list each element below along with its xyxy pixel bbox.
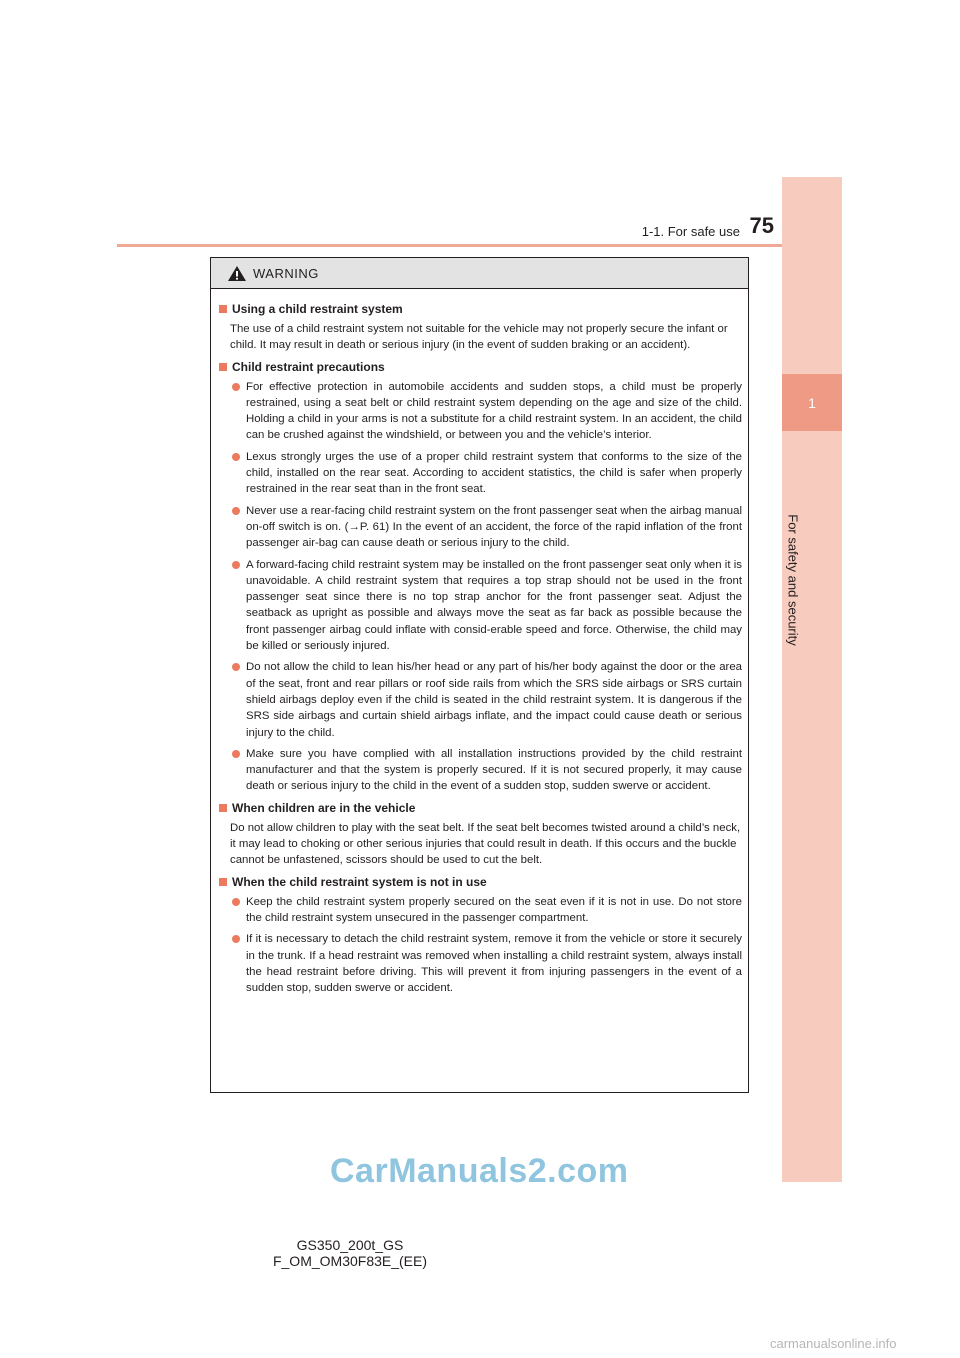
warning-box [210,257,749,1093]
document-code: GS350_200t_GS F_OM_OM30F83E_(EE) [272,1237,428,1269]
section-paragraph: The use of a child restraint system not suitable for the vehicle may not properly secure the infant or child. It may result in death or serious injury (in the event of sudden braking or an accident). [230,323,728,352]
bullet-text: Keep the child restraint system properly secured on the seat even if it is not in use. Do not store the child restraint system unsecured in the passenger compartment. [246,895,742,924]
section-title: 1-1. For safe use [641,224,740,239]
square-bullet-icon [219,804,227,812]
chapter-number-tab[interactable] [782,374,842,431]
round-bullet-icon [232,383,240,391]
round-bullet-icon [232,453,240,461]
bullet-item [219,894,742,927]
bullet-item [219,379,742,444]
section-heading [219,301,742,318]
square-bullet-icon [219,878,227,886]
chapter-side-tab [782,177,842,1182]
bullet-item [219,503,742,552]
warning-section [219,800,742,869]
bullet-text: Lexus strongly urges the use of a proper child restraint system that conforms to the size of the child, installed on the rear seat. According to accident statistics, the child is safer when properly restrained in the rear seat than in the front seat. [246,450,742,496]
chapter-number: 1 [808,394,816,411]
warning-section [219,359,742,795]
round-bullet-icon [232,561,240,569]
bullet-item [219,557,742,655]
bullet-text: Do not allow the child to lean his/her head or any part of his/her body against the door or the area of the seat, front and rear pillars or roof side rails from which the SRS side airbags or SRS curtain shield airbags deploy even if the child is seated in the child restraint system. It is dangerous if the SRS side airbags and curtain shield airbags inflate, and the impact could cause death or serious injury to the child. [246,661,742,739]
bullet-item [219,659,742,740]
warning-section [219,301,742,354]
chapter-label: For safety and security [785,514,801,646]
round-bullet-icon [232,750,240,758]
section-heading-text: Child restraint precautions [232,359,385,374]
section-heading [219,800,742,817]
square-bullet-icon [219,363,227,371]
warning-body [211,289,748,996]
warning-title: WARNING [253,265,319,281]
warning-section [219,874,742,997]
section-heading-text: When the child restraint system is not in use [232,874,487,889]
round-bullet-icon [232,898,240,906]
watermark-footer[interactable]: carmanualsonline.info [770,1336,897,1351]
section-heading [219,359,742,376]
bullet-item [219,931,742,996]
section-heading [219,874,742,891]
bullet-text: A forward-facing child restraint system may be installed on the front passenger seat only when it is unavoidable. A child restraint system that requires a top strap should not be used in the front passenger seat since there is no top strap anchor for the front passenger seat. Adjust the seatback as upright as possible and always move the seat as far back as possible because the front passenger airbag could inflate with consid-erable speed and force. Otherwise, the child may be killed or seriously injured. [246,558,742,653]
watermark-logo[interactable]: CarManuals2.com [330,1152,629,1190]
bullet-text: If it is necessary to detach the child restraint system, remove it from the vehicle or store it securely in the trunk. If a head restraint was removed when installing a child restraint system, always install the head restraint before driving. This will prevent it from injuring passengers in the event of a sudden stop, sudden swerve or accident. [246,933,742,995]
page-number: 75 [749,213,774,238]
section-heading-text: When children are in the vehicle [232,800,416,815]
round-bullet-icon [232,663,240,671]
bullet-text: Make sure you have complied with all installation instructions provided by the child restraint manufacturer and that the system is properly secured. If it is not secured properly, it may cause death or serious injury to the child in the event of a sudden stop, sudden swerve or accident. [246,747,742,793]
warning-triangle-icon [227,265,247,282]
bullet-item [219,449,742,498]
bullet-text: For effective protection in automobile accidents and sudden stops, a child must be properly restrained, using a seat belt or child restraint system depending on the age and size of the child. Holding a child in your arms is not a substitute for a child restraint system. In an accident, the child can be crushed against the windshield, or between you and the vehicle’s interior. [246,380,742,442]
round-bullet-icon [232,507,240,515]
bullet-item [219,746,742,795]
bullet-text: Never use a rear-facing child restraint system on the front passenger seat when the airbag manual on-off switch is on. (→P. 61) In the event of an accident, the force of the rapid inflation of the front passenger air-bag can cause death or serious injury to the child. [246,504,742,550]
header-divider [117,244,782,247]
warning-header [211,258,748,289]
square-bullet-icon [219,305,227,313]
round-bullet-icon [232,935,240,943]
section-paragraph: Do not allow children to play with the seat belt. If the seat belt becomes twisted around a child’s neck, it may lead to choking or other serious injuries that could result in death. If this occurs and the buckle cannot be unfastened, scissors should be used to cut the belt. [230,821,741,867]
section-heading-text: Using a child restraint system [232,302,403,316]
